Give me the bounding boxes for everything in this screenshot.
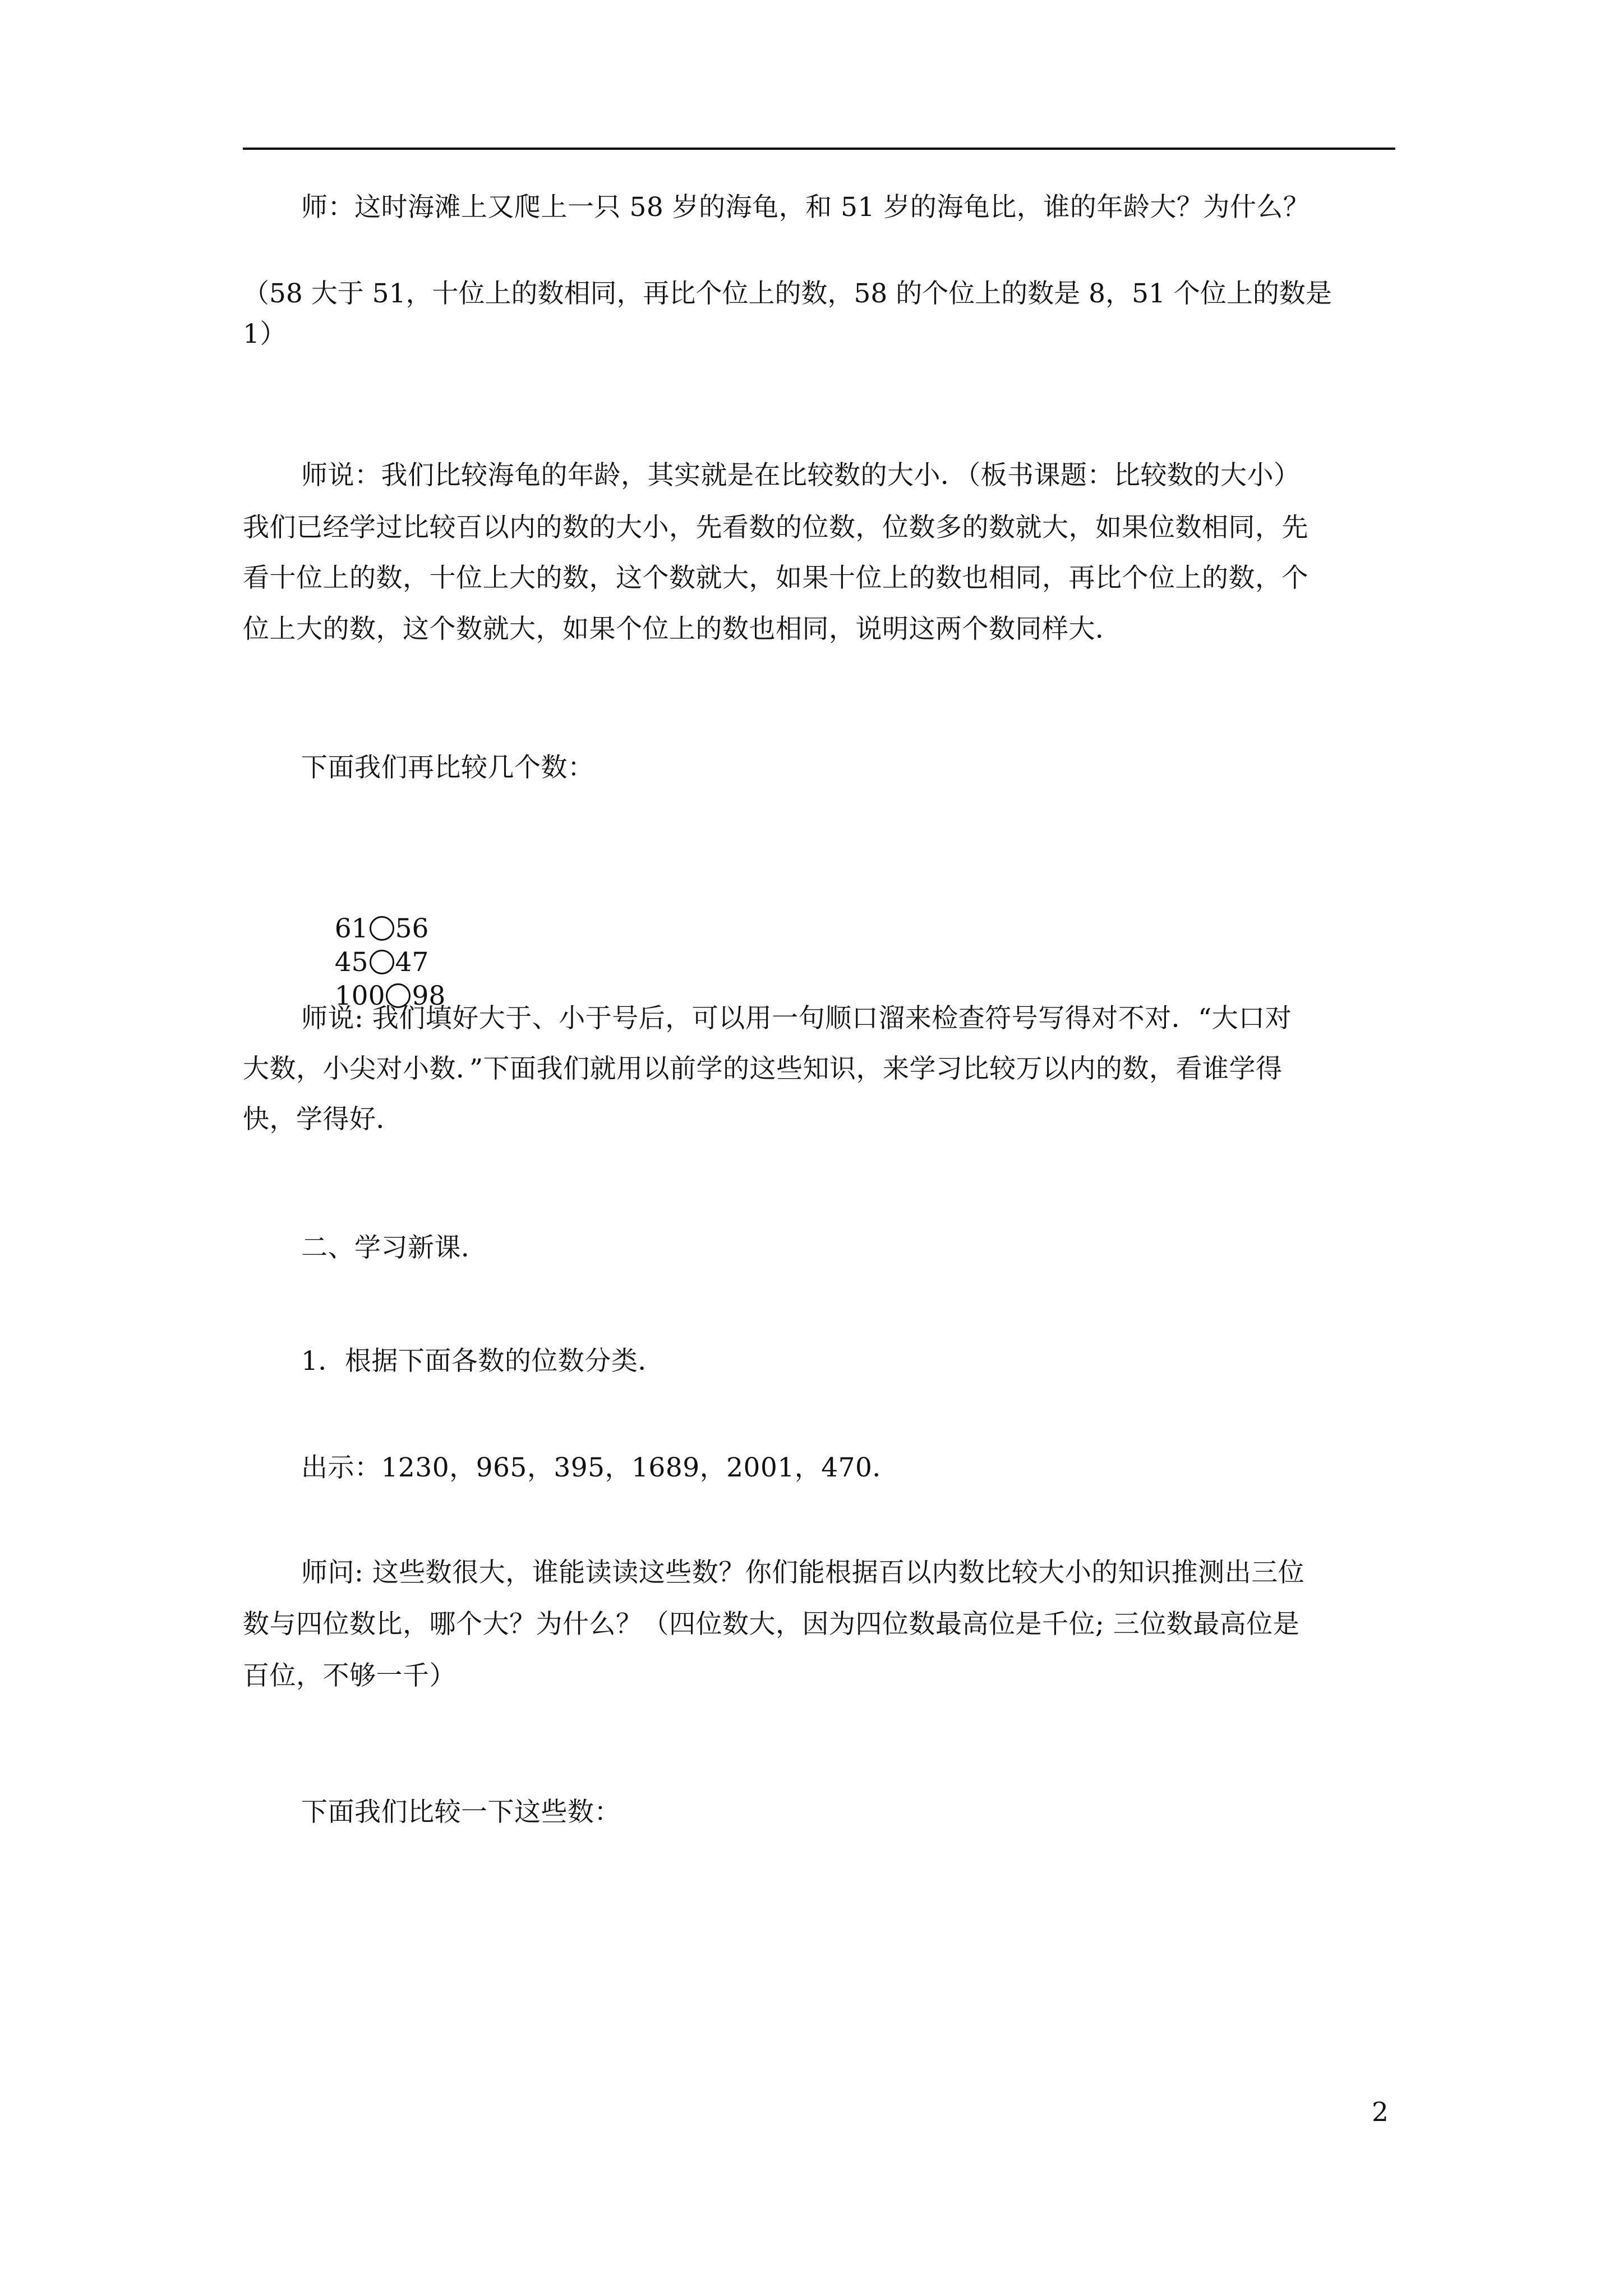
- text-line: 快，学得好．: [243, 1104, 403, 1135]
- compare-right-number: 47: [395, 947, 429, 978]
- text-line: 下面我们再比较几个数：: [301, 752, 594, 783]
- compare-right-number: 98: [412, 981, 446, 1011]
- text-line: 1）: [243, 319, 287, 349]
- blank-circle: [370, 916, 394, 941]
- text-line: 1．根据下面各数的位数分类．: [301, 1346, 665, 1377]
- text-line: （58 大于 51，十位上的数相同，再比个位上的数，58 的个位上的数是 8，51 个位上的数是: [243, 278, 1332, 309]
- text-line: 看十位上的数，十位上大的数，这个数就大，如果十位上的数也相同，再比个位上的数，个: [243, 563, 1308, 593]
- text-line: 师说: 我们填好大于、小于号后，可以用一句顺口溜来检查符号写得对不对．“大口对: [301, 1003, 1292, 1034]
- comparison-item: [335, 946, 525, 979]
- compare-left-number: 61: [334, 913, 368, 944]
- compare-right-number: 56: [395, 913, 429, 944]
- text-line: 位上大的数，这个数就大，如果个位上的数也相同，说明这两个数同样大．: [243, 614, 1122, 645]
- text-line: 我们已经学过比较百以内的数的大小，先看数的位数，位数多的数就大，如果位数相同，先: [243, 512, 1308, 543]
- compare-left-number: 45: [334, 947, 368, 978]
- section-heading: 二、学习新课．: [301, 1232, 488, 1263]
- blank-circle: [370, 950, 394, 974]
- text-line: 百位，不够一千）: [243, 1660, 456, 1691]
- text-line: 下面我们比较一下这些数：: [301, 1797, 621, 1828]
- text-line: 大数，小尖对小数．”下面我们就用以前学的这些知识，来学习比较万以内的数，看谁学得: [243, 1053, 1283, 1084]
- header-rule: [243, 148, 1395, 150]
- text-line: 出示：1230，965，395，1689，2001，470．: [301, 1452, 899, 1483]
- compare-left-number: 100: [334, 981, 385, 1011]
- comparison-item: [335, 912, 469, 946]
- text-line: 数与四位数比，哪个大？为什么？（四位数大，因为四位数最高位是千位; 三位数最高位是: [243, 1609, 1300, 1640]
- text-line: 师说：我们比较海龟的年龄，其实就是在比较数的大小．（板书课题：比较数的大小）: [301, 460, 1301, 491]
- text-line: 师问: 这些数很大，谁能读读这些数？你们能根据百以内数比较大小的知识推测出三位: [301, 1557, 1305, 1588]
- page-number: 2: [1372, 2097, 1389, 2128]
- text-line: 师：这时海滩上又爬上一只 58 岁的海龟，和 51 岁的海龟比，谁的年龄大？为什么？: [301, 192, 1310, 223]
